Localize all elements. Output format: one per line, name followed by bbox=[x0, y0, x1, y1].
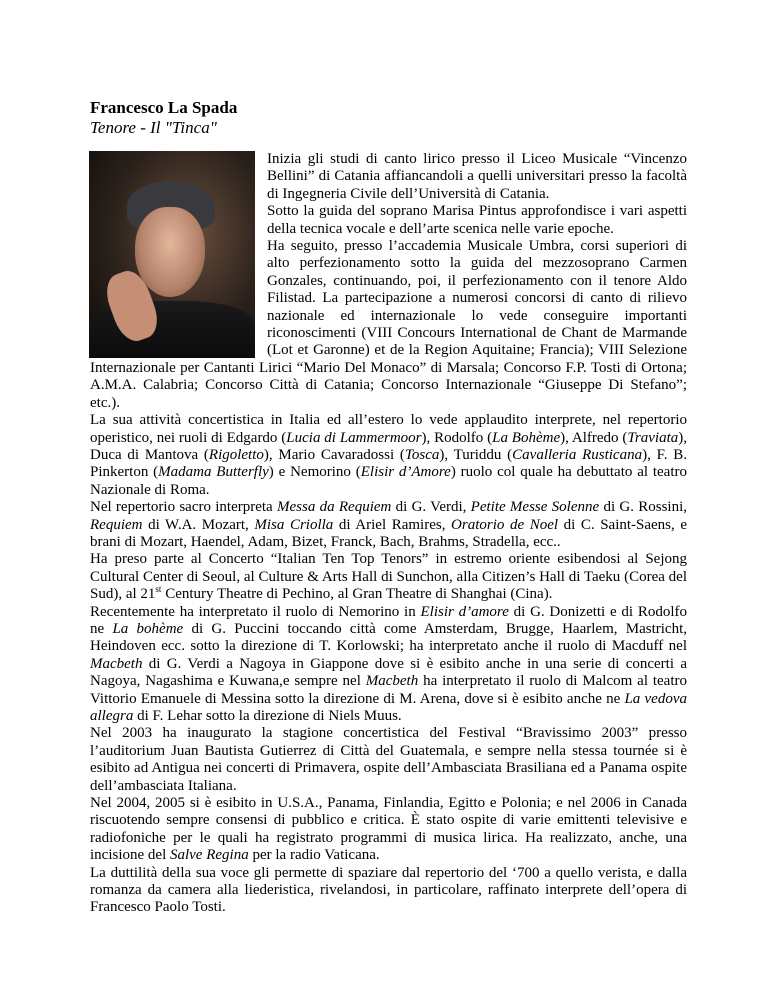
artist-name: Francesco La Spada bbox=[90, 98, 238, 117]
bio-paragraph: Nel 2004, 2005 si è esibito in U.S.A., Panama, Finlandia, Egitto e Polonia; e nel 2006 in Canada riscuotendo sempre consensi di pubblico e critica. È stato ospite di varie emittenti televisive e radiofoniche per le quali ha registrato programmi di musica lirica. Ha realizzato, anche, una incisione del Salve Regina per la radio Vaticana. bbox=[90, 795, 687, 864]
bio-paragraph: Inizia gli studi di canto lirico presso il Liceo Musicale “Vincenzo Bellini” di Catania affiancandoli a quelli universitari presso la facoltà di Ingegneria Civile dell’Università di Catania. bbox=[267, 151, 687, 202]
bio-paragraph: Sotto la guida del soprano Marisa Pintus approfondisce i vari aspetti della tecnica vocale e dell’arte scenica nelle varie epoche. bbox=[267, 203, 687, 237]
bio-paragraph: Recentemente ha interpretato il ruolo di Nemorino in Elisir d’amore di G. Donizetti e di Rodolfo ne La bohème di G. Puccini toccando città come Amsterdam, Brugge, Haarlem, Mastricht, Heindoven ecc. sotto la direzione di T. Korlowski; ha interpretato anche il ruolo di Macduff nel Macbeth di G. Verdi a Nagoya in Giappone dove si è esibito anche in una serie di concerti a Nagoya, Nagashima e Kuwana,e sempre nel Macbeth ha interpretato il ruolo di Malcom al teatro Vittorio Emanuele di Messina sotto la direzione di M. Arena, dove si è esibito anche ne La vedova allegra di F. Lehar sotto la direzione di Niels Muus. bbox=[90, 603, 688, 724]
bio-paragraph: Nel 2003 ha inaugurato la stagione concertistica del Festival “Bravissimo 2003” presso l’auditorium Juan Bautista Gutierrez di Città del Guatemala, e sempre nella stessa tournée si è esibito ad Antigua nei concerti di Primavera, ospite dell’Ambasciata Brasiliana ed a Panama ospite dell’ambasciata Italiana. bbox=[90, 725, 687, 794]
biography bbox=[90, 151, 687, 917]
bio-paragraph: Ha preso parte al Concerto “Italian Ten Top Tenors” in estremo oriente esibendosi al Sejong Cultural Center di Seoul, al Culture & Arts Hall di Sunchon, alla Citizen’s Hall di Taeku (Corea del Sud), al 21st Century Theatre di Pechino, al Gran Theatre di Shanghai (Cina). bbox=[90, 551, 687, 603]
document-page bbox=[90, 98, 687, 917]
bio-paragraph: La sua attività concertistica in Italia ed all’estero lo vede applaudito interprete, nel repertorio operistico, nei ruoli di Edgardo (Lucia di Lammermoor), Rodolfo (La Bohème), Alfredo (Traviata), Duca di Mantova (Rigoletto), Mario Cavaradossi (Tosca), Turiddu (Cavalleria Rusticana), F. B. Pinkerton (Madama Butterfly) e Nemorino (Elisir d’Amore) ruolo col quale ha debuttato al teatro Nazionale di Roma. bbox=[90, 412, 687, 498]
bio-paragraph: Ha seguito, presso l’accademia Musicale Umbra, corsi superiori di alto perfezionamento sotto la guida del mezzosoprano Carmen Gonzales, continuando, poi, il perfezionamento con il tenore Aldo Filistad. La partecipazione a numerosi concorsi di canto di rilievo nazionale ed internazionale lo vede conseguire importanti riconoscimenti (VIII Concours International de Chant de Marmande (Lot et Garonne) et de la Region Aquitaine; Francia); VIII Selezione Internazionale per Cantanti Lirici “Mario Del Monaco” di Marsala; Concorso F.P. Tosti di Ortona; A.M.A. Calabria; Concorso Città di Catania; Concorso Internazionale “Giuseppe Di Stefano”; etc.). bbox=[90, 238, 687, 411]
bio-paragraph: La duttilità della sua voce gli permette di spaziare dal repertorio del ‘700 a quello verista, e dalla romanza da camera alla liederistica, rivelandosi, in particolare, raffinato interprete dell’opera di Francesco Paolo Tosti. bbox=[90, 864, 687, 916]
portrait-photo bbox=[89, 151, 255, 358]
bio-paragraph: Nel repertorio sacro interpreta Messa da Requiem di G. Verdi, Petite Messe Solenne di G. Rossini, Requiem di W.A. Mozart, Misa Criolla di Ariel Ramires, Oratorio de Noel di C. Saint-Saens, e brani di Mozart, Haendel, Adam, Bizet, Franck, Bach, Brahms, Stradella, ecc.. bbox=[90, 499, 687, 550]
artist-role: Tenore - Il "Tinca" bbox=[90, 118, 217, 137]
